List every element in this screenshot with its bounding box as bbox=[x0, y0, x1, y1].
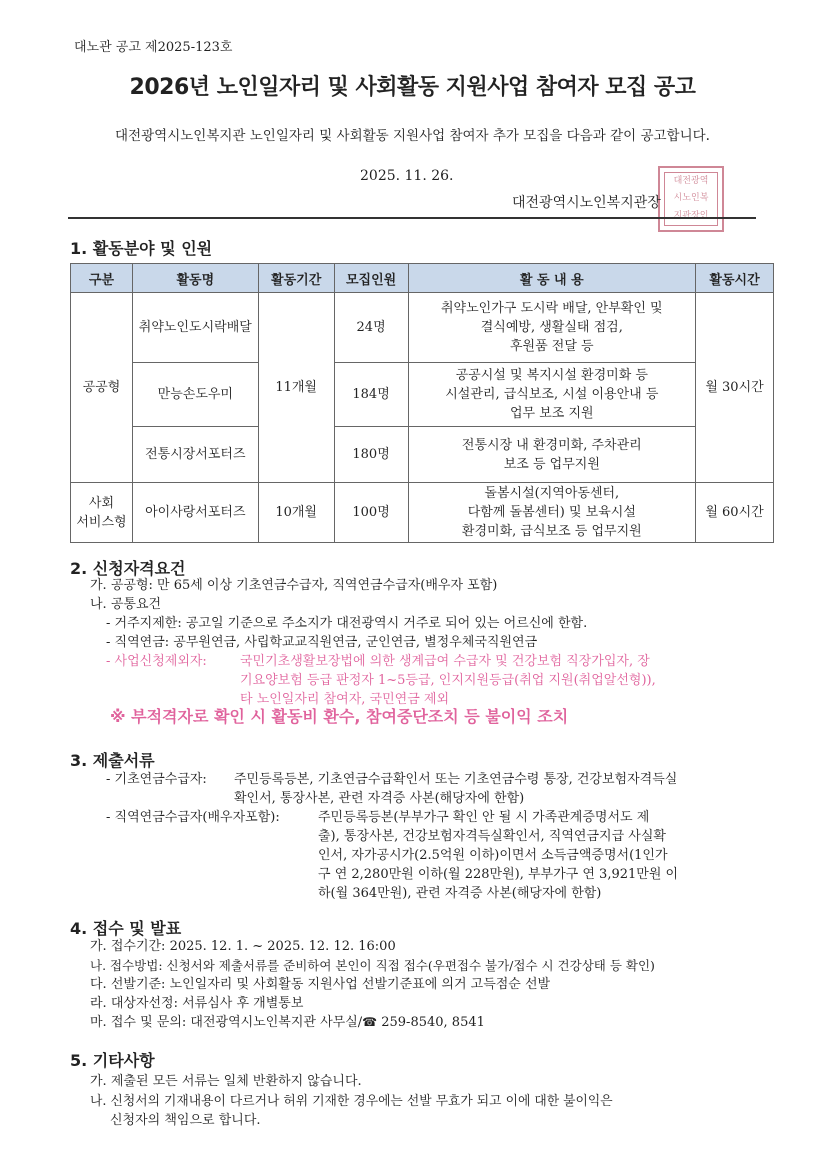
ineligible-warning: ※ 부적격자로 확인 시 활동비 환수, 참여중단조치 등 불이익 조치 bbox=[110, 707, 569, 726]
table-row bbox=[71, 363, 774, 427]
seal-text-line: 광역 bbox=[691, 176, 709, 187]
table-row bbox=[71, 427, 774, 483]
cell-content bbox=[408, 483, 696, 543]
table-header-row bbox=[71, 264, 774, 293]
selection-criteria: 다. 선발기준: 노인일자리 및 사회활동 지원사업 선발기준표에 의거 고득점순 선발 bbox=[90, 977, 551, 992]
section5-heading: 5. 기타사항 bbox=[70, 1051, 155, 1070]
table-row bbox=[71, 293, 774, 363]
cell-recruits: 184명 bbox=[334, 363, 408, 427]
seal-text-line: 장인 bbox=[691, 210, 709, 221]
category-line: 서비스형 bbox=[76, 514, 127, 530]
cell-content bbox=[408, 363, 696, 427]
notice-date: 2025. 11. 26. bbox=[360, 168, 454, 184]
content-line: 다함께 돌봄센터) 및 보육시설 bbox=[467, 505, 636, 520]
exclusion-line: 타 노인일자리 참여자, 국민연금 제외 bbox=[240, 692, 450, 707]
col-header: 모집인원 bbox=[334, 264, 408, 293]
cell-content bbox=[408, 293, 696, 363]
contact-phone: 259-8540, 8541 bbox=[377, 1015, 485, 1030]
page-title: 2026년 노인일자리 및 사회활동 지원사업 참여자 모집 공고 bbox=[129, 75, 696, 100]
selection-process: 라. 대상자선정: 서류심사 후 개별통보 bbox=[90, 996, 304, 1011]
docs-occupational-line: 인서, 자가공시가(2.5억원 이하)이면서 소득금액증명서(1인가 bbox=[318, 848, 668, 863]
apply-period: 가. 접수기간: 2025. 12. 1. ~ 2025. 12. 12. 16:00 bbox=[90, 939, 396, 954]
eligibility-residence: - 거주지제한: 공고일 기준으로 주소지가 대전광역시 거주로 되어 있는 어르신에 한함. bbox=[106, 616, 588, 631]
col-header: 구분 bbox=[71, 264, 133, 293]
content-line: 보조 등 업무지원 bbox=[503, 456, 600, 472]
seal-text-line: 시노 bbox=[673, 193, 691, 204]
content-line: 취약노인가구 도시락 배달, 안부확인 및 bbox=[441, 301, 663, 316]
col-header: 활동시간 bbox=[696, 264, 774, 293]
content-line: 전통시장 내 환경미화, 주차관리 bbox=[461, 437, 642, 453]
cell-recruits: 100명 bbox=[334, 483, 408, 543]
cell-activity: 전통시장서포터즈 bbox=[132, 427, 258, 483]
content-line: 업무 보조 지원 bbox=[509, 406, 594, 421]
cell-recruits: 180명 bbox=[334, 427, 408, 483]
seal-text-line: 지관 bbox=[673, 210, 691, 221]
section2-heading: 2. 신청자격요건 bbox=[70, 559, 186, 578]
docs-occupational-line: 출), 통장사본, 건강보험자격득실확인서, 직역연금지급 사실확 bbox=[318, 829, 666, 844]
docs-occupational-line: 구 연 2,280만원 이하(월 228만원), 부부가구 연 3,921만원 이 bbox=[318, 867, 679, 882]
apply-method: 나. 접수방법: 신청서와 제출서류를 준비하여 본인이 직접 접수(우편접수 불가/접수 시 건강상태 등 확인) bbox=[90, 958, 655, 973]
docs-basic-line: 주민등록등본, 기초연금수급확인서 또는 기초연금수령 통장, 건강보험자격득실 bbox=[234, 772, 678, 787]
seal-text-line: 대전 bbox=[673, 176, 691, 187]
cell-hours: 월 60시간 bbox=[696, 483, 774, 543]
exclusion-label: - 사업신청제외자: bbox=[106, 654, 207, 669]
col-header: 활동기간 bbox=[258, 264, 334, 293]
intro-text: 대전광역시노인복지관 노인일자리 및 사회활동 지원사업 참여자 추가 모집을 다음과 같이 공고합니다. bbox=[115, 128, 710, 144]
docs-basic-line: 확인서, 통장사본, 관련 자격증 사본(해당자에 한함) bbox=[234, 791, 525, 806]
cell-hours: 월 30시간 bbox=[696, 293, 774, 483]
docs-occupational-line: 하(월 364만원), 관련 자격증 사본(해당자에 한함) bbox=[318, 886, 602, 901]
cell-recruits: 24명 bbox=[334, 293, 408, 363]
content-line: 돌봄시설(지역아동센터, bbox=[484, 486, 620, 501]
section3-heading: 3. 제출서류 bbox=[70, 751, 155, 770]
category-line: 사회 bbox=[88, 495, 115, 511]
note-false-entry: 나. 신청서의 기재내용이 다르거나 허위 기재한 경우에는 선발 무효가 되고 이에 대한 불이익은 bbox=[90, 1094, 613, 1109]
docs-basic-label: - 기초연금수급자: bbox=[106, 772, 207, 787]
contact-info bbox=[90, 1013, 485, 1032]
cell-period: 11개월 bbox=[258, 293, 334, 483]
eligibility-public: 가. 공공형: 만 65세 이상 기초연금수급자, 직역연금수급자(배우자 포함) bbox=[90, 578, 498, 593]
col-header: 활 동 내 용 bbox=[408, 264, 696, 293]
content-line: 결식예방, 생활실태 점검, bbox=[480, 320, 623, 335]
docs-occupational-label: - 직역연금수급자(배우자포함): bbox=[106, 810, 280, 825]
notice-number: 대노관 공고 제2025-123호 bbox=[74, 40, 233, 55]
phone-icon: ☎ bbox=[362, 1015, 378, 1029]
note-false-entry-cont: 신청자의 책임으로 합니다. bbox=[110, 1113, 261, 1128]
col-header: 활동명 bbox=[132, 264, 258, 293]
cell-content bbox=[408, 427, 696, 483]
cell-activity: 아이사랑서포터즈 bbox=[132, 483, 258, 543]
cell-activity: 취약노인도시락배달 bbox=[132, 293, 258, 363]
contact-prefix: 마. 접수 및 문의: 대전광역시노인복지관 사무실/ bbox=[90, 1015, 363, 1030]
eligibility-pension: - 직역연금: 공무원연금, 사립학교교직원연금, 군인연금, 별정우체국직원연금 bbox=[106, 635, 538, 650]
eligibility-common: 나. 공통요건 bbox=[90, 597, 162, 612]
seal-text-line: 인복 bbox=[691, 193, 709, 204]
cell-category bbox=[71, 483, 133, 543]
activity-table bbox=[70, 263, 774, 543]
section4-heading: 4. 접수 및 발표 bbox=[70, 919, 182, 938]
content-line: 시설관리, 급식보조, 시설 이용안내 등 bbox=[445, 387, 659, 402]
note-no-return: 가. 제출된 모든 서류는 일체 반환하지 않습니다. bbox=[90, 1074, 362, 1089]
content-line: 공공시설 및 복지시설 환경미화 등 bbox=[455, 368, 648, 383]
exclusion-line: 국민기초생활보장법에 의한 생계급여 수급자 및 건강보험 직장가입자, 장 bbox=[240, 654, 650, 669]
official-seal bbox=[658, 166, 724, 232]
content-line: 후원품 전달 등 bbox=[509, 339, 594, 354]
cell-period: 10개월 bbox=[258, 483, 334, 543]
content-line: 환경미화, 급식보조 등 업무지원 bbox=[461, 524, 642, 539]
exclusion-line: 기요양보험 등급 판정자 1~5등급, 인지지원등급(취업 지원(취업알선형)), bbox=[240, 673, 656, 688]
section1-heading: 1. 활동분야 및 인원 bbox=[70, 239, 213, 258]
docs-occupational-line: 주민등록등본(부부가구 확인 안 될 시 가족관계증명서도 제 bbox=[318, 810, 650, 825]
issuer-name: 대전광역시노인복지관장 bbox=[512, 195, 661, 211]
cell-category: 공공형 bbox=[71, 293, 133, 483]
header-divider bbox=[68, 217, 756, 219]
cell-activity: 만능손도우미 bbox=[132, 363, 258, 427]
table-row bbox=[71, 483, 774, 543]
